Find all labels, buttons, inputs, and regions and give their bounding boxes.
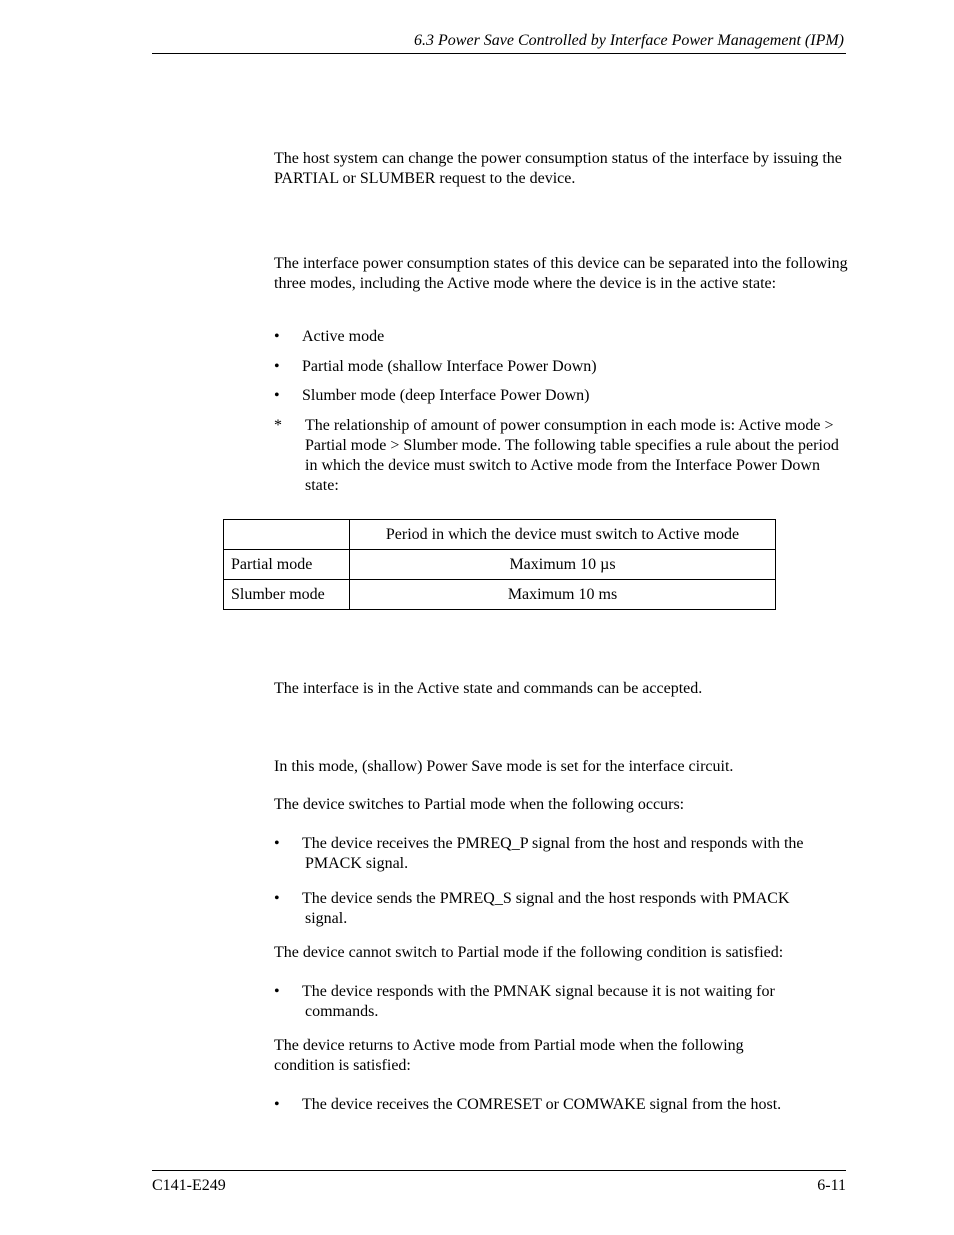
table-cell: Maximum 10 µs <box>350 550 776 580</box>
list-item-text <box>302 982 849 1022</box>
list-item-line: The device responds with the PMNAK signal because it is not waiting for <box>302 983 775 1000</box>
running-header-title: 6.3 Power Save Controlled by Interface Power Management (IPM) <box>414 32 844 49</box>
partial-cannot-intro: The device cannot switch to Partial mode if the following condition is satisfied: <box>274 944 784 961</box>
bullet-icon: • <box>274 1096 280 1113</box>
table-header-cell <box>224 520 350 550</box>
bullet-icon: • <box>274 387 280 404</box>
partial-return-intro: The device returns to Active mode from Partial mode when the following condition is satisfied: <box>274 1037 744 1074</box>
footer-doc-code: C141-E249 <box>152 1177 226 1194</box>
list-item-line: PMACK signal. <box>305 855 409 872</box>
partial-switch-intro: The device switches to Partial mode when the following occurs: <box>274 796 685 813</box>
list-item-text: The device receives the COMRESET or COMWAKE signal from the host. <box>302 1096 782 1113</box>
list-item-text <box>302 889 849 929</box>
list-item-line: The device receives the PMREQ_P signal from the host and responds with the <box>302 835 804 852</box>
table-header-row <box>224 520 776 550</box>
bullet-icon: • <box>274 890 280 907</box>
table-cell: Maximum 10 ms <box>350 580 776 610</box>
table-header-cell: Period in which the device must switch to Active mode <box>350 520 776 550</box>
list-item-text: Partial mode (shallow Interface Power Down) <box>302 358 597 375</box>
bullet-icon: • <box>274 358 280 375</box>
table-cell: Partial mode <box>224 550 350 580</box>
mode-switch-table <box>223 519 776 610</box>
bullet-icon: • <box>274 328 280 345</box>
partial-mode-paragraph: In this mode, (shallow) Power Save mode is set for the interface circuit. <box>274 758 734 775</box>
list-item-text <box>302 834 849 874</box>
list-item-text: Active mode <box>302 328 385 345</box>
list-item-line: signal. <box>305 910 348 927</box>
active-mode-paragraph: The interface is in the Active state and commands can be accepted. <box>274 680 703 697</box>
footer-rule <box>152 1170 846 1171</box>
bullet-icon: • <box>274 983 280 1000</box>
footer-page-number: 6-11 <box>817 1177 846 1194</box>
intro-paragraph: The host system can change the power consumption status of the interface by issuing the PARTIAL or SLUMBER request to the device. <box>274 150 842 187</box>
modes-intro-paragraph: The interface power consumption states of this device can be separated into the following three modes, including the Active mode where the device is in the active state: <box>274 255 848 292</box>
note-marker: * <box>274 417 282 434</box>
list-item-line: The device sends the PMREQ_S signal and the host responds with PMACK <box>302 890 790 907</box>
table-row <box>224 550 776 580</box>
table-row <box>224 580 776 610</box>
table-cell: Slumber mode <box>224 580 350 610</box>
list-item-line: commands. <box>305 1003 379 1020</box>
header-rule <box>152 53 846 54</box>
bullet-icon: • <box>274 835 280 852</box>
note-text: The relationship of amount of power consumption in each mode is: Active mode > Partial mode > Slumber mode. The following table specifies a rule about the period in which the device must switch to Active mode from the Interface Power Down state: <box>305 417 839 494</box>
list-item-text: Slumber mode (deep Interface Power Down) <box>302 387 590 404</box>
